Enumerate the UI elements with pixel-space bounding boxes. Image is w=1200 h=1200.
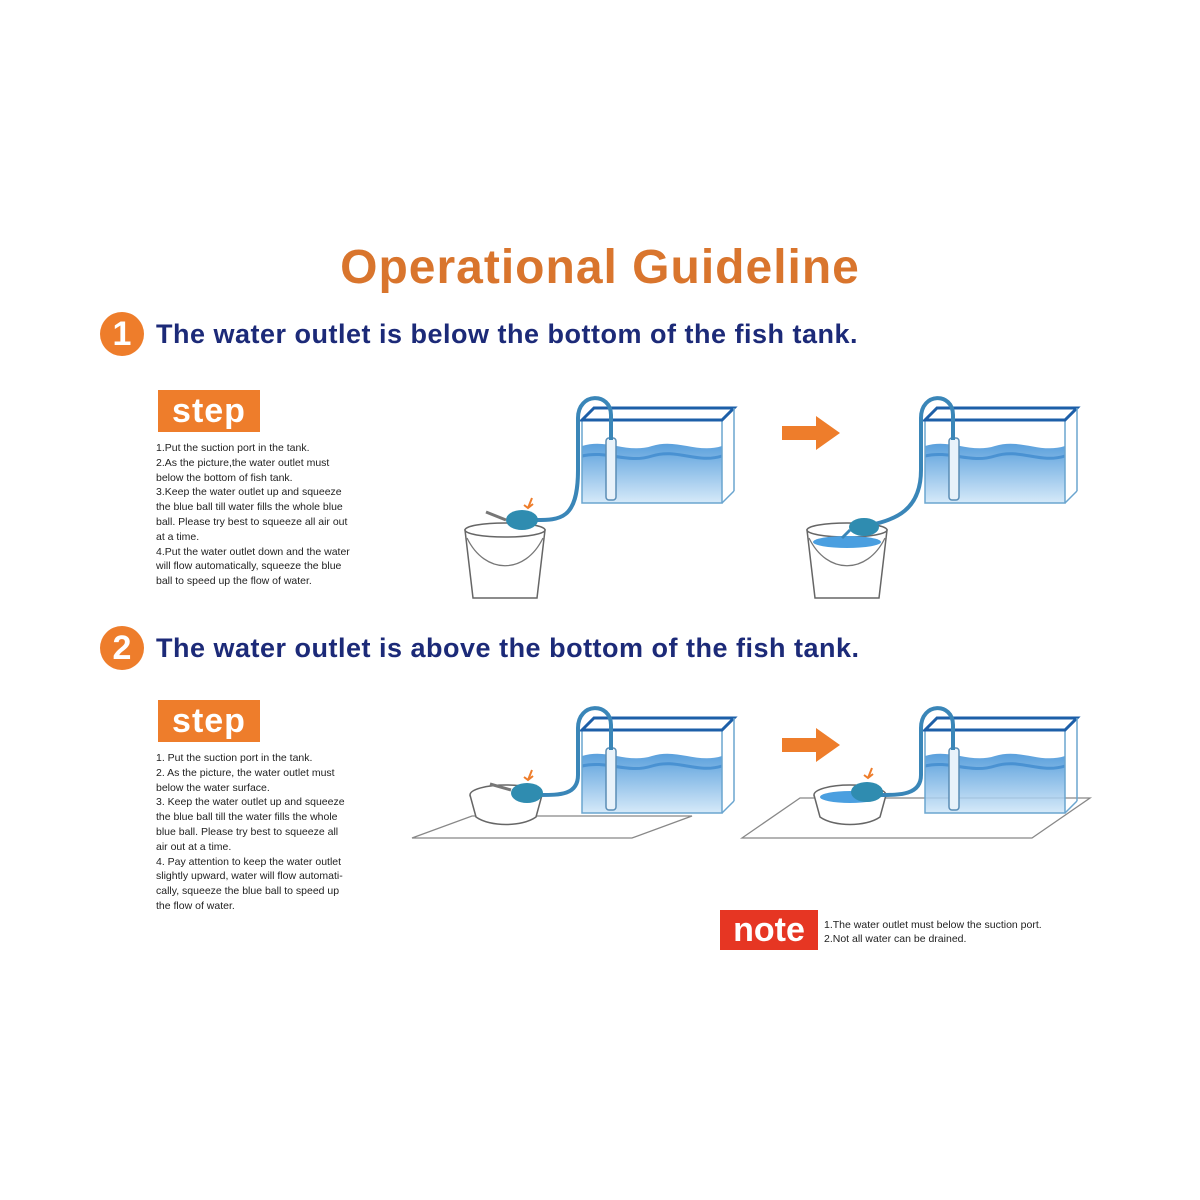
note-list	[824, 918, 1042, 946]
step-line: 1.Put the suction port in the tank.	[156, 442, 310, 454]
step-badge: step	[158, 390, 260, 432]
step-line: ball. Please try best to squeeze all air out	[156, 515, 348, 528]
step-line: 2. As the picture, the water outlet must	[156, 766, 335, 779]
note-line: 1.The water outlet must below the suction port.	[824, 919, 1042, 931]
step-line: below the bottom of fish tank.	[156, 471, 293, 484]
fish-tank-icon	[925, 718, 1077, 813]
arrow-right-icon	[782, 728, 840, 762]
step-line: below the water surface.	[156, 781, 270, 794]
fish-tank-icon	[582, 718, 734, 813]
note-line: 2.Not all water can be drained.	[824, 933, 967, 945]
section-number-badge: 1	[100, 312, 144, 356]
step-line: 1. Put the suction port in the tank.	[156, 752, 313, 764]
section-heading-text: The water outlet is above the bottom of the fish tank.	[156, 632, 860, 663]
step-line: 2.As the picture,the water outlet must	[156, 456, 330, 469]
bucket-icon	[465, 523, 545, 598]
step-line: the blue ball till water fills the whole blue	[156, 501, 343, 514]
step-line: cally, squeeze the blue ball to speed up	[156, 885, 340, 898]
step-line: the flow of water.	[156, 899, 235, 912]
step-line: air out at a time.	[156, 840, 232, 853]
squeeze-ball-icon	[849, 518, 879, 536]
step-line: 4.Put the water outlet down and the water	[156, 545, 350, 558]
squeeze-ball-icon	[511, 783, 543, 803]
section-number-badge: 2	[100, 626, 144, 670]
step-line: 4. Pay attention to keep the water outlet	[156, 855, 342, 868]
section-heading-text: The water outlet is below the bottom of the fish tank.	[156, 318, 859, 349]
fish-tank-icon	[925, 408, 1077, 503]
squeeze-ball-icon	[851, 782, 883, 802]
note-badge: note	[720, 910, 818, 950]
step-line: at a time.	[156, 530, 200, 543]
squeeze-ball-icon	[506, 510, 538, 530]
step-badge: step	[158, 700, 260, 742]
step-line: the blue ball till the water fills the whole	[156, 811, 338, 824]
page-title: Operational Guideline	[340, 241, 860, 294]
arrow-right-icon	[782, 416, 840, 450]
step-line: 3. Keep the water outlet up and squeeze	[156, 796, 345, 809]
step-line: ball to speed up the flow of water.	[156, 575, 312, 588]
step-line: slightly upward, water will flow automati-	[156, 870, 343, 883]
step-line: 3.Keep the water outlet up and squeeze	[156, 486, 342, 499]
step-line: will flow automatically, squeeze the blue	[156, 560, 342, 573]
fish-tank-icon	[582, 408, 734, 503]
step-line: blue ball. Please try best to squeeze all	[156, 825, 339, 838]
